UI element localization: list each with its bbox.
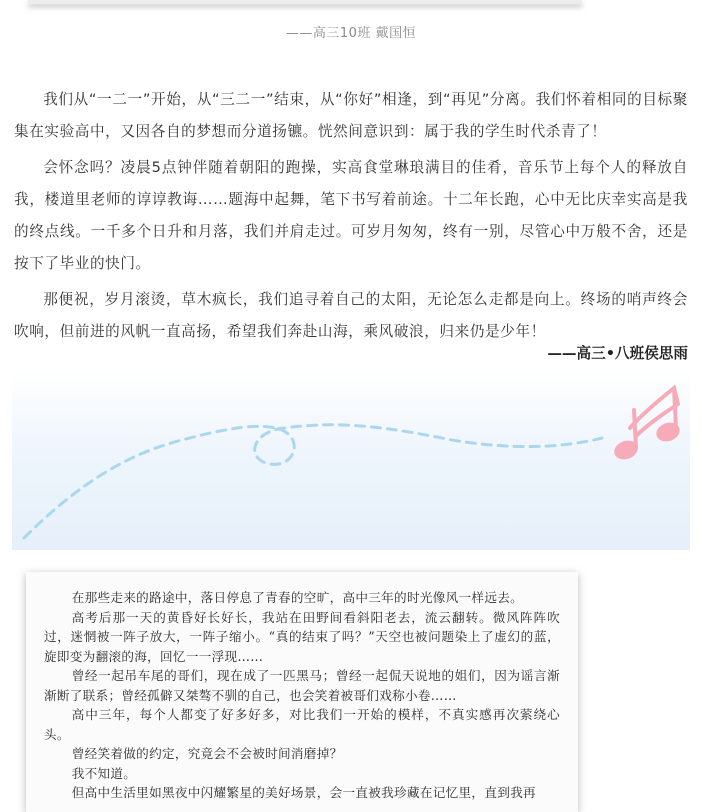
article-body — [14, 84, 688, 352]
article-paragraph: 那便祝，岁月滚烫，草木疯长，我们追寻着自己的太阳，无论怎么走都是向上。终场的哨声终会吹响，但前进的风帆一直高扬，希望我们奔赴山海，乘风破浪，归来仍是少年！ — [14, 291, 688, 340]
note-paragraph: 曾经一起吊车尾的哥们，现在成了一匹黑马；曾经一起侃天说地的姐们，因为谣言渐渐断了联系；曾经孤僻又桀骜不驯的自己，也会笑着被哥们戏称小卷…… — [44, 668, 560, 703]
note-paragraph: 在那些走来的路途中，落日停息了青春的空旷，高中三年的时光像风一样远去。 — [71, 590, 523, 605]
dashed-swirl-line — [24, 425, 602, 538]
article-paragraph: 会怀念吗？凌晨5点钟伴随着朝阳的跑操，实高食堂琳琅满目的佳肴，音乐节上每个人的释放自我，楼道里老师的谆谆教诲……题海中起舞，笔下书写着前途。十二年长跑，心中无比庆幸实高是我的终点线。一千多个日升和月落，我们并肩走过。可岁月匆匆，终有一别，尽管心中万般不舍，还是按下了毕业的快门。 — [14, 159, 688, 272]
article-signature: ——高三•八班侯思雨 — [547, 345, 688, 362]
dashed-curve-illustration — [12, 370, 690, 550]
note-paragraph: 高考后那一天的黄昏好长好长，我站在田野间看斜阳老去，流云翻转。微风阵阵吹过，迷惘被一阵子放大，一阵子缩小。“真的结束了吗？”天空也被问题染上了虚幻的蓝，旋即变为翻滚的海，回忆一一浮现…… — [44, 609, 560, 664]
handwritten-note-card — [26, 572, 578, 812]
note-paragraph: 我不知道。 — [71, 765, 137, 781]
note-text — [26, 572, 578, 803]
music-note-icon — [612, 388, 683, 463]
note-paragraph: 曾经笑着做的约定，究竟会不会被时间消磨掉？ — [71, 746, 343, 761]
note-paragraph: 但高中生活里如黑夜中闪耀繁星的美好场景，会一直被我珍藏在记忆里，直到我再 — [71, 785, 536, 800]
top-image-card — [28, 0, 582, 4]
top-caption: ——高三10班 戴国恒 — [285, 26, 417, 41]
decorative-banner — [12, 370, 690, 550]
note-paragraph: 高中三年，每个人都变了好多好多，对比我们一开始的模样，不真实感再次萦绕心头。 — [44, 707, 560, 742]
article-paragraph: 我们从“一二一”开始，从“三二一”结束，从“你好”相逢，到“再见”分离。我们怀着相同的目标聚集在实验高中，又因各自的梦想而分道扬镳。恍然间意识到：属于我的学生时代杀青了！ — [14, 91, 688, 140]
